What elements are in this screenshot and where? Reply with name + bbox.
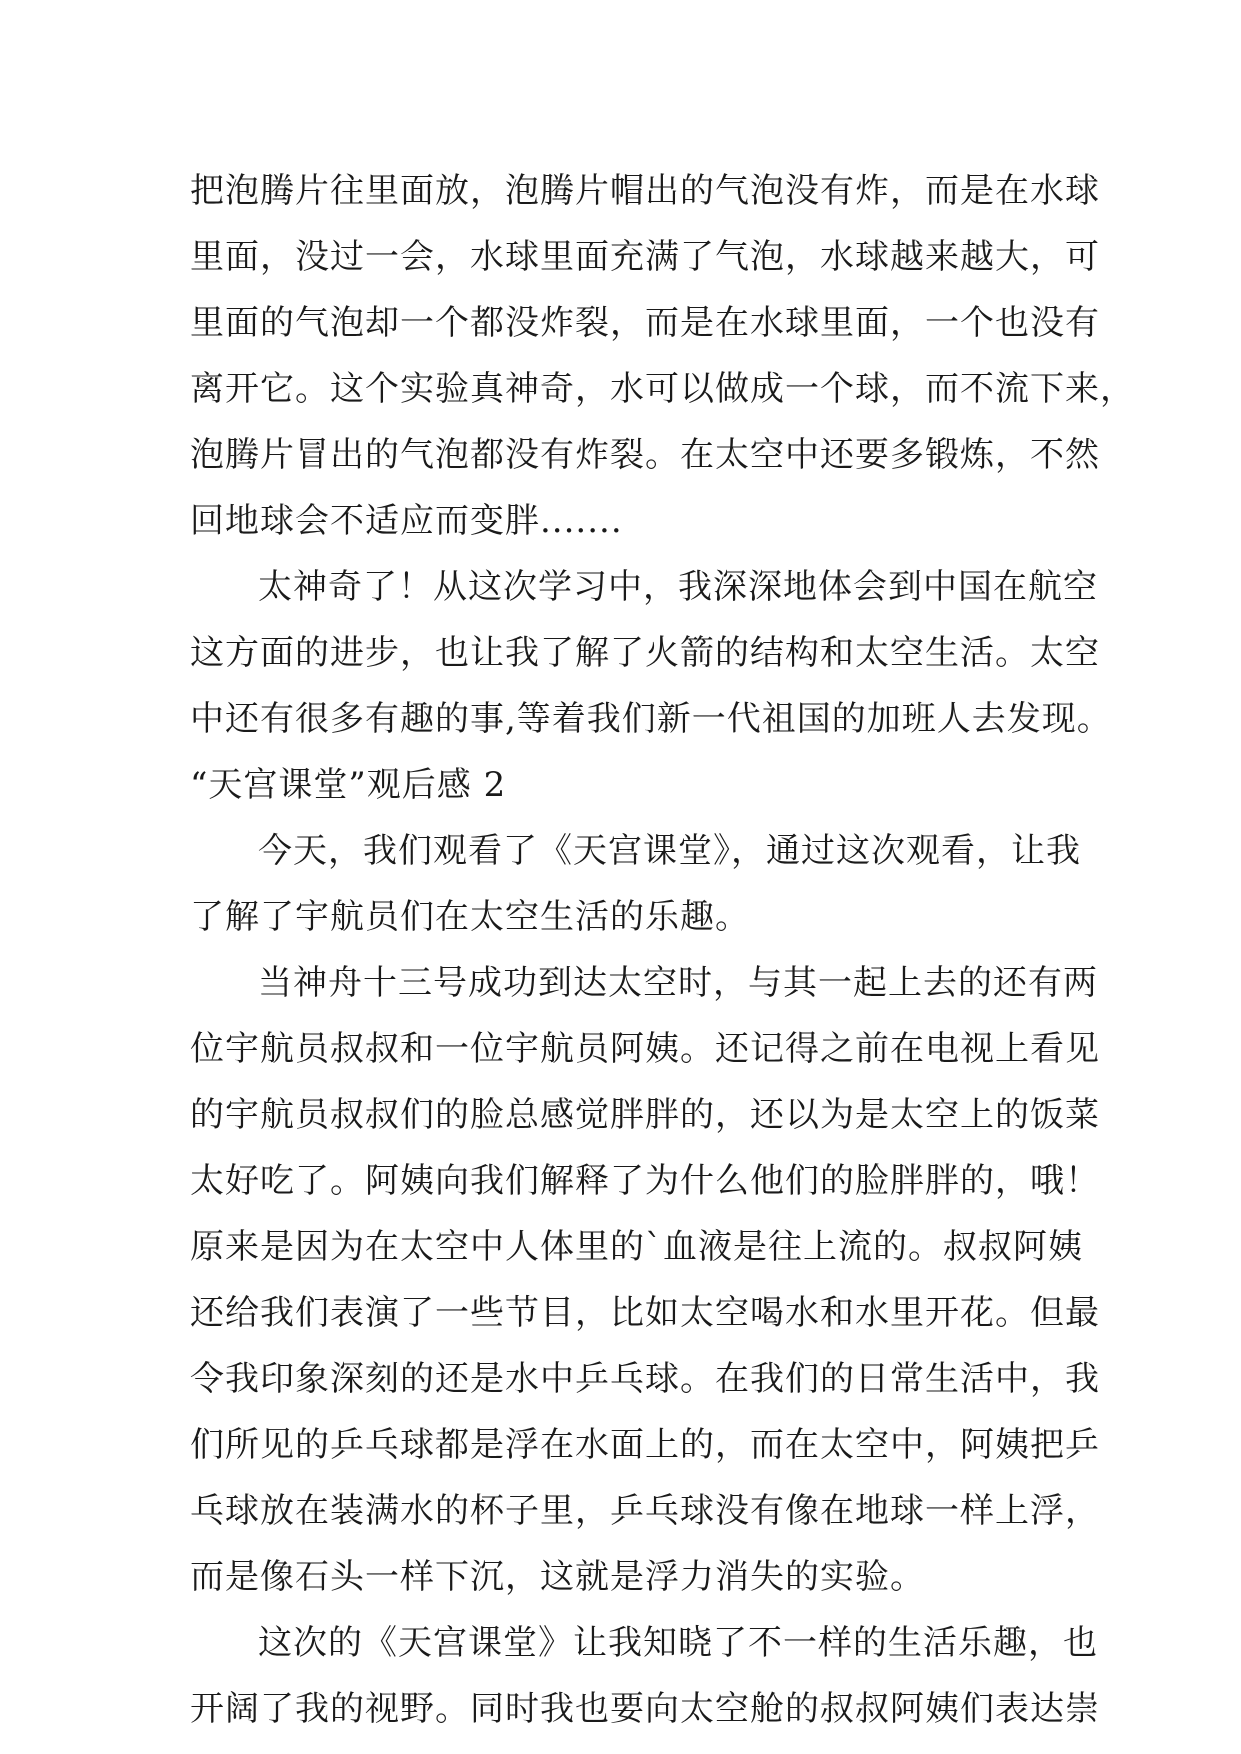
text-line: 原来是因为在太空中人体里的`血液是往上流的。叔叔阿姨 <box>190 1227 1083 1267</box>
text-line: 的宇航员叔叔们的脸总感觉胖胖的，还以为是太空上的饭菜 <box>190 1095 1100 1135</box>
text-line: 们所见的乒乓球都是浮在水面上的，而在太空中，阿姨把乒 <box>190 1425 1100 1465</box>
text-line: 泡腾片冒出的气泡都没有炸裂。在太空中还要多锻炼，不然 <box>190 435 1100 475</box>
text-line: 乓球放在装满水的杯子里，乒乓球没有像在地球一样上浮， <box>190 1491 1100 1531</box>
text-line: 位宇航员叔叔和一位宇航员阿姨。还记得之前在电视上看见 <box>190 1029 1100 1069</box>
paragraph-start-line: 当神舟十三号成功到达太空时，与其一起上去的还有两 <box>258 963 1098 1003</box>
text-line: 而是像石头一样下沉，这就是浮力消失的实验。 <box>190 1557 925 1597</box>
text-line: 开阔了我的视野。同时我也要向太空舱的叔叔阿姨们表达崇 <box>190 1689 1100 1729</box>
paragraph-start-line: 这次的《天宫课堂》让我知晓了不一样的生活乐趣，也 <box>258 1623 1098 1663</box>
text-line: 里面的气泡却一个都没炸裂，而是在水球里面，一个也没有 <box>190 303 1100 343</box>
text-line: 把泡腾片往里面放，泡腾片帽出的气泡没有炸，而是在水球 <box>190 171 1100 211</box>
section-heading: “天宫课堂”观后感 2 <box>190 765 507 805</box>
paragraph-start-line: 今天，我们观看了《天宫课堂》，通过这次观看，让我 <box>258 831 1081 871</box>
document-body <box>190 158 1135 1742</box>
text-line: 回地球会不适应而变胖....... <box>190 501 623 541</box>
text-line: 令我印象深刻的还是水中乒乓球。在我们的日常生活中，我 <box>190 1359 1100 1399</box>
paragraph-start-line: 太神奇了！从这次学习中，我深深地体会到中国在航空 <box>258 567 1098 607</box>
text-line: 中还有很多有趣的事,等着我们新一代祖国的加班人去发现。 <box>190 699 1112 739</box>
text-line: 这方面的进步，也让我了解了火箭的结构和太空生活。太空 <box>190 633 1100 673</box>
text-line: 离开它。这个实验真神奇，水可以做成一个球，而不流下来， <box>190 369 1135 409</box>
text-line: 里面，没过一会，水球里面充满了气泡，水球越来越大，可 <box>190 237 1100 277</box>
text-line: 还给我们表演了一些节目，比如太空喝水和水里开花。但最 <box>190 1293 1100 1333</box>
text-line: 太好吃了。阿姨向我们解释了为什么他们的脸胖胖的，哦！ <box>190 1161 1100 1201</box>
text-line: 了解了宇航员们在太空生活的乐趣。 <box>190 897 750 937</box>
